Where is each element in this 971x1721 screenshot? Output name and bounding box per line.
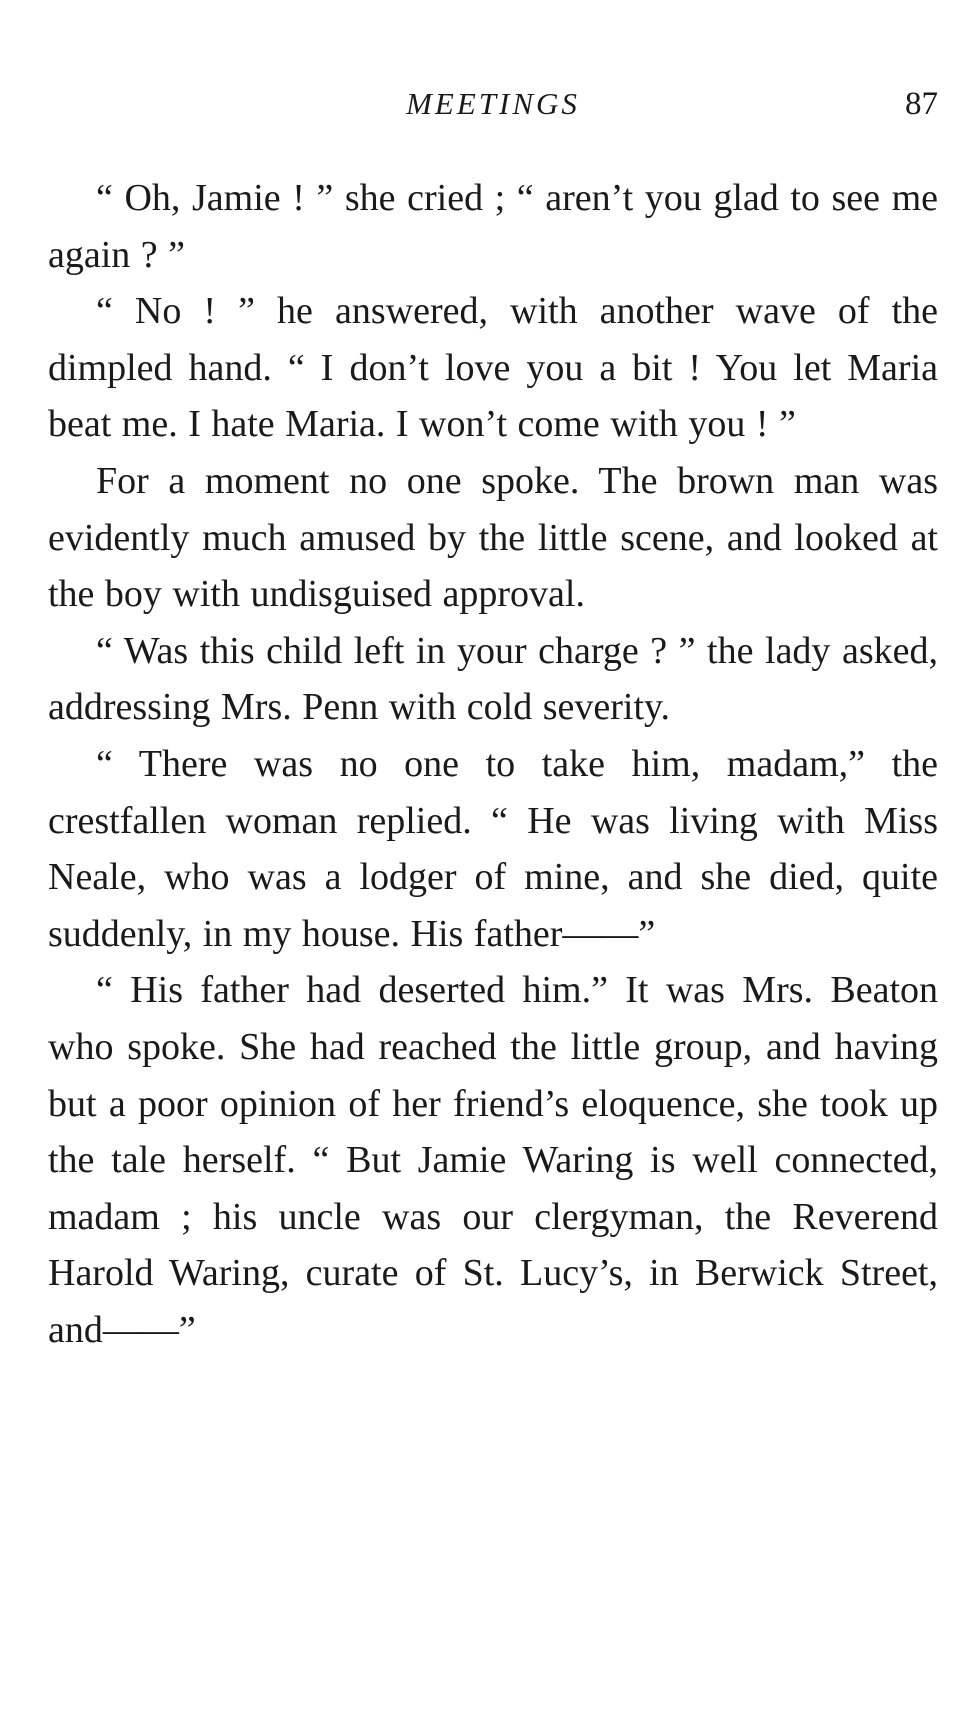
running-head bbox=[48, 86, 938, 126]
paragraph: “ His father had deserted him.” It was Mrs. Beaton who spoke. She had reached the little group, and having but a poor opinion of her friend’s eloquence, she took up the tale herself. “ But Jamie Waring is well connected, madam ; his uncle was our clergyman, the Reverend Harold Waring, curate of St. Lucy’s, in Berwick Street, and——” bbox=[48, 969, 938, 1351]
page-number: 87 bbox=[905, 86, 938, 122]
paragraph: “ Oh, Jamie ! ” she cried ; “ aren’t you glad to see me again ? ” bbox=[48, 177, 938, 276]
body-text bbox=[48, 170, 938, 1358]
running-title: MEETINGS bbox=[406, 86, 580, 121]
paragraph: “ No ! ” he answered, with another wave of the dimpled hand. “ I don’t love you a bit ! You let Maria beat me. I hate Maria. I won’t come with you ! ” bbox=[48, 290, 938, 446]
paragraph: “ There was no one to take him, madam,” the crestfallen woman replied. “ He was living with Miss Neale, who was a lodger of mine, and she died, quite suddenly, in my house. His father——” bbox=[48, 742, 938, 955]
paragraph: “ Was this child left in your charge ? ” the lady asked, addressing Mrs. Penn with cold severity. bbox=[48, 629, 938, 729]
paragraph: For a moment no one spoke. The brown man was evidently much amused by the little scene, and looked at the boy with undisguised approval. bbox=[48, 459, 938, 616]
